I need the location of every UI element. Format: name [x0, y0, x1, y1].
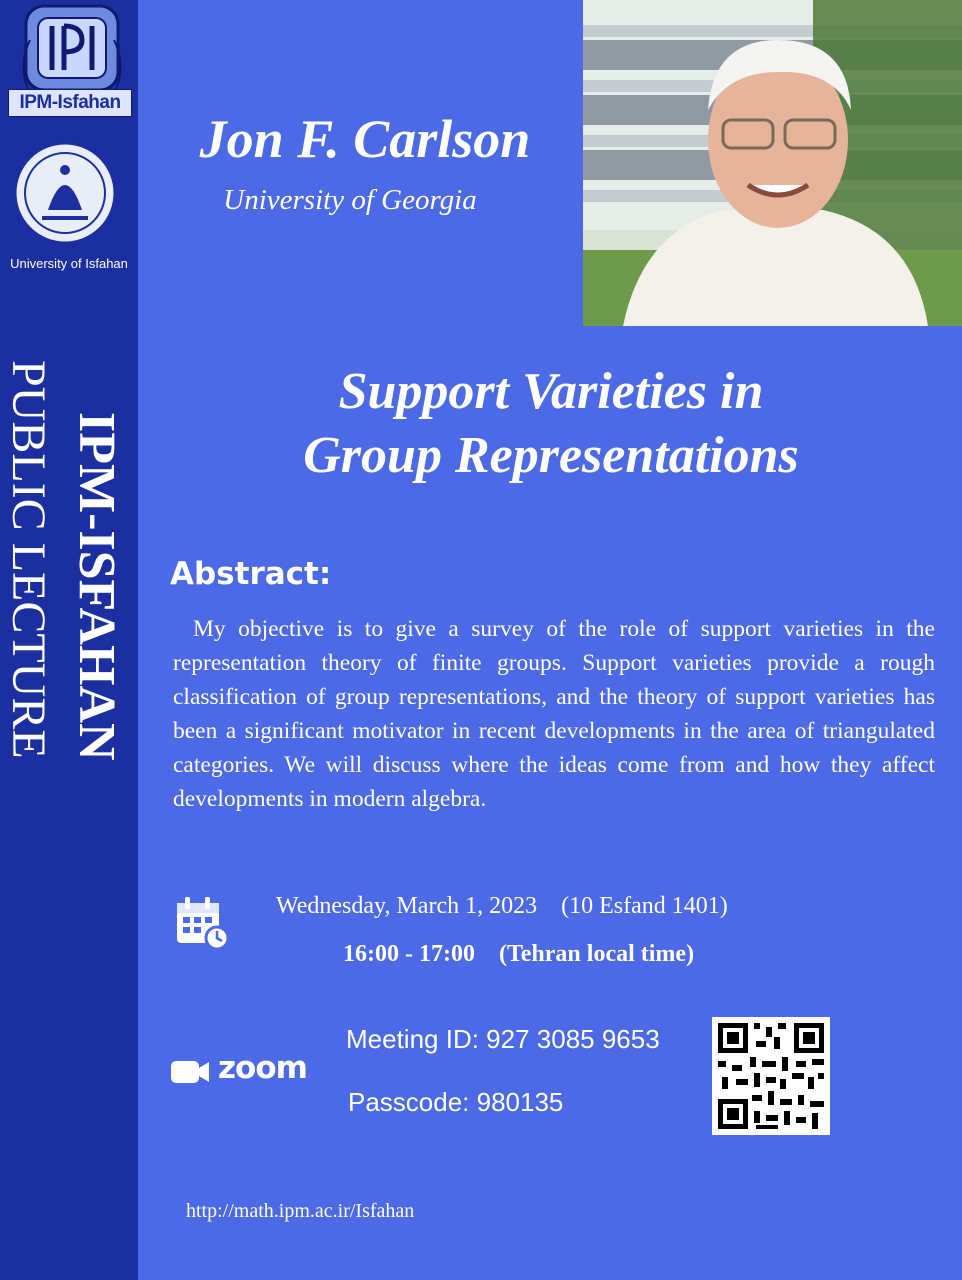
event-date: Wednesday, March 1, 2023 (10 Esfand 1401)	[276, 893, 728, 919]
abstract-heading: Abstract:	[170, 556, 332, 592]
vertical-title-ipm-isfahan: IPM-ISFAHAN	[68, 412, 125, 761]
zoom-logo-text: zoom	[218, 1050, 307, 1086]
sidebar	[0, 0, 138, 1280]
passcode: Passcode: 980135	[348, 1087, 564, 1117]
speaker-affiliation: University of Georgia	[223, 184, 477, 216]
talk-title-line-1: Support Varieties in	[338, 363, 764, 420]
university-name: University of Isfahan	[10, 256, 128, 271]
vertical-title	[0, 360, 138, 920]
speaker-photo	[583, 0, 962, 326]
vertical-title-public-lecture: PUBLIC LECTURE	[2, 360, 55, 759]
qr-code[interactable]	[712, 1017, 830, 1135]
event-time: 16:00 - 17:00 (Tehran local time)	[343, 941, 695, 967]
talk-title-line-2: Group Representations	[303, 427, 799, 484]
footer-url[interactable]: http://math.ipm.ac.ir/Isfahan	[186, 1200, 415, 1222]
calendar-clock-icon	[175, 895, 231, 951]
university-seal-icon	[12, 140, 118, 246]
speaker-name: Jon F. Carlson	[199, 109, 531, 169]
meeting-id: Meeting ID: 927 3085 9653	[346, 1024, 660, 1054]
ipm-logo-text: IPM-Isfahan	[8, 89, 132, 117]
abstract-body: My objective is to give a survey of the role of support varieties in the representation theory of finite groups. Support varieties provide a rough classification of group representations, and the theory of support varieties has been a significant motivator in recent developments in the area of triangulated categories. We will discuss where the ideas come from and how they affect developments in modern algebra.	[173, 616, 935, 812]
talk-title	[140, 360, 962, 488]
